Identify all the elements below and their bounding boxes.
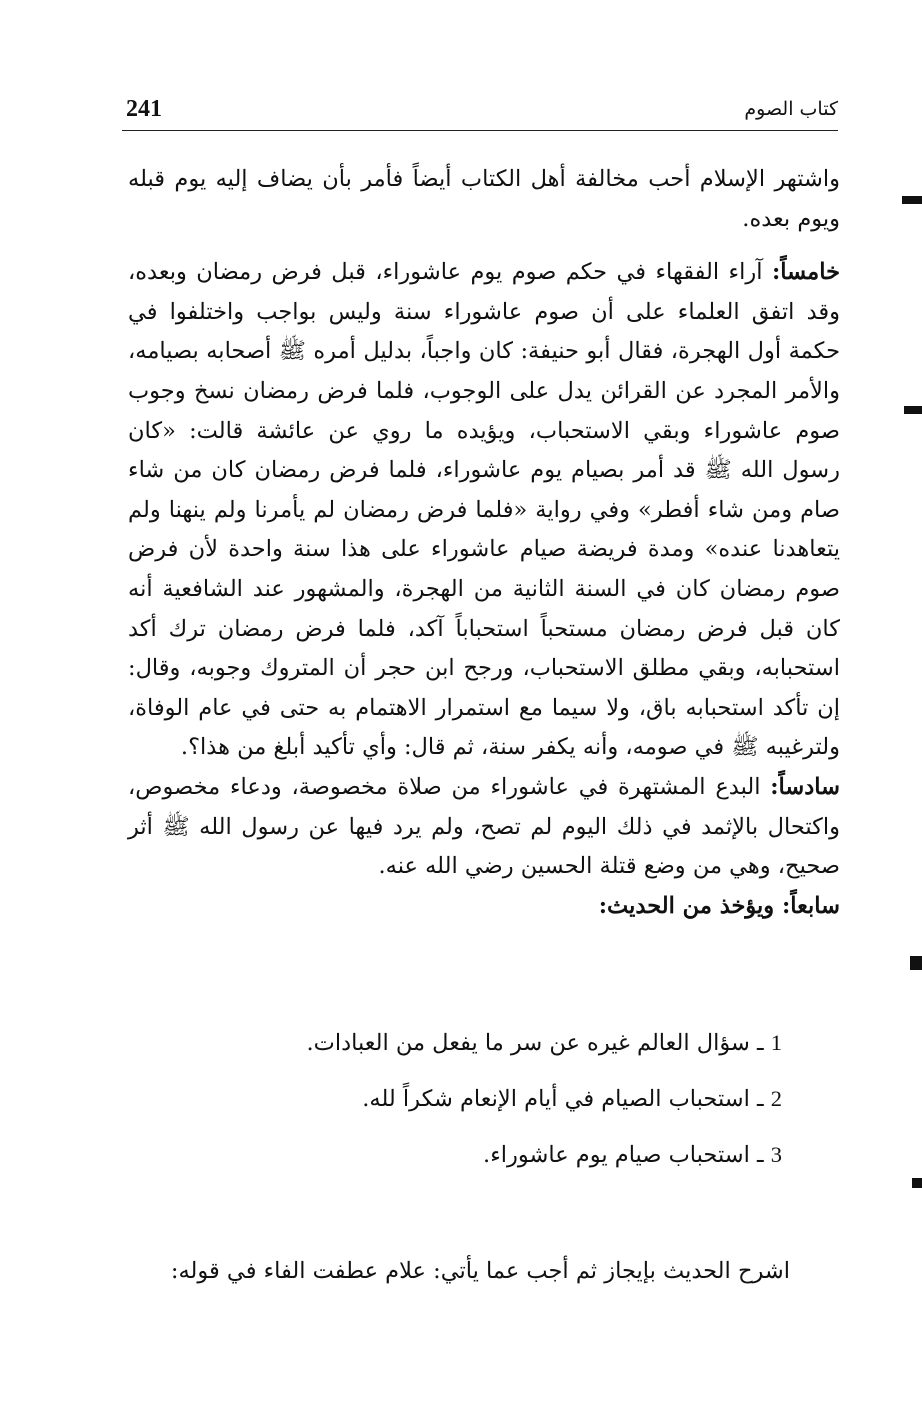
edge-mark: [912, 1178, 922, 1188]
sixth-lead: سادساً:: [770, 773, 840, 800]
list-item-text: ـ سؤال العالم غيره عن سر ما يفعل من العبادات.: [306, 1030, 764, 1056]
sixth-paragraph: [128, 768, 840, 887]
edge-mark: [902, 196, 922, 204]
exercise-question: اشرح الحديث بإيجاز ثم أجب عما يأتي: علام عطفت الفاء في قوله:: [170, 1258, 790, 1284]
fifth-paragraph: [128, 253, 840, 768]
list-item: [142, 1142, 782, 1168]
edge-mark: [910, 956, 922, 970]
list-item-text: ـ استحباب الصيام في أيام الإنعام شكراً لله.: [362, 1086, 764, 1112]
sixth-text: البدع المشتهرة في عاشوراء من صلاة مخصوصة، ودعاء مخصوص، واكتحال بالإثمد في ذلك اليوم لم تصح، ولم يرد فيها عن رسول الله ﷺ أثر صحيح، وهي من وضع قتلة الحسين رضي الله عنه.: [128, 773, 840, 880]
list-item-number: 3: [770, 1142, 782, 1167]
seventh-heading: سابعاً: ويؤخذ من الحديث:: [598, 892, 840, 919]
main-text: [128, 160, 840, 926]
page-number: 241: [126, 96, 162, 122]
chapter-title: كتاب الصوم: [744, 98, 838, 120]
fifth-lead: خامساً:: [771, 259, 840, 286]
fifth-text: آراء الفقهاء في حكم صوم يوم عاشوراء، قبل فرض رمضان وبعده، وقد اتفق العلماء على أن صوم عاشوراء سنة وليس بواجب واختلفوا في حكمة أول الهجرة، فقال أبو حنيفة: كان واجباً، بدليل أمره ﷺ أصحابه بصيامه، والأمر المجرد عن القرائن يدل على الوجوب، فلما فرض رمضان نسخ وجوب صوم عاشوراء وبقي الاستحباب، ويؤيده ما روي عن عائشة قالت: «كان رسول الله ﷺ قد أمر بصيام يوم عاشوراء، فلما فرض رمضان كان من شاء صام ومن شاء أفطر» وفي رواية «فلما فرض رمضان لم يأمرنا ولم ينهنا ولم يتعاهدنا عنده» ومدة فريضة صيام عاشوراء على هذا سنة واحدة لأن فرض صوم رمضان كان في السنة الثانية من الهجرة، والمشهور عند الشافعية أنه كان قبل فرض رمضان مستحباً استحباباً آكد، فلما فرض رمضان ترك أكد استحبابه، وبقي مطلق الاستحباب، ورجح ابن حجر أن المتروك وجوبه، وقال: إن تأكد استحبابه باق، ولا سيما مع استمرار الاهتمام به حتى في عام الوفاة، ولترغيبه ﷺ في صومه، وأنه يكفر سنة، ثم قال: وأي تأكيد أبلغ من هذا؟.: [128, 259, 840, 761]
intro-paragraph: واشتهر الإسلام أحب مخالفة أهل الكتاب أيضاً فأمر بأن يضاف إليه يوم قبله ويوم بعده.: [128, 166, 840, 232]
running-header: [122, 96, 838, 131]
list-item: [142, 1030, 782, 1056]
list-item-number: 2: [770, 1086, 782, 1111]
list-item-number: 1: [770, 1030, 782, 1055]
list-item-text: ـ استحباب صيام يوم عاشوراء.: [483, 1142, 764, 1168]
edge-mark: [904, 406, 922, 414]
list-item: [142, 1086, 782, 1112]
